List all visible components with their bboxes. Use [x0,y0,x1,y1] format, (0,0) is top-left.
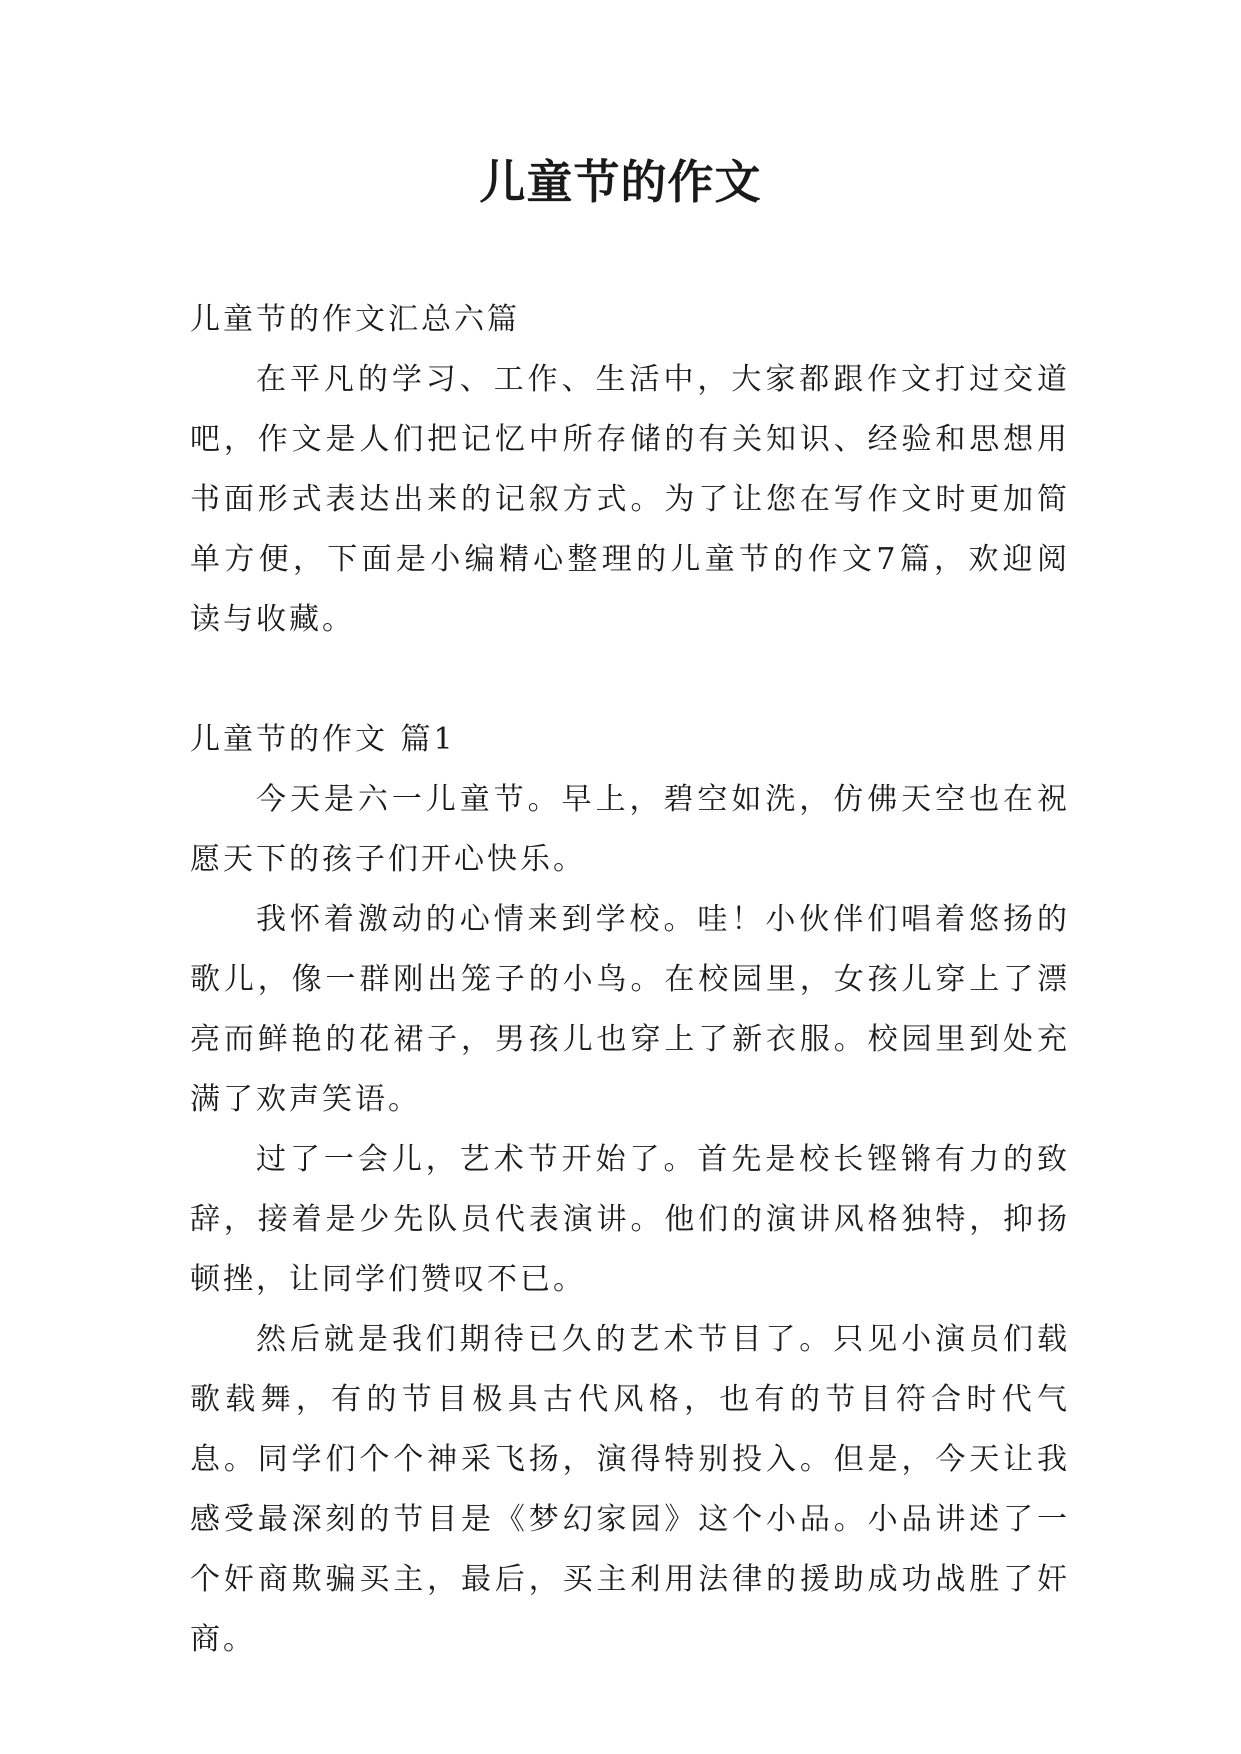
section-heading: 儿童节的作文 篇1 [190,722,456,757]
section-paragraph: 我怀着激动的心情来到学校。哇！小伙伴们唱着悠扬的歌儿，像一群刚出笼子的小鸟。在校园里，女孩儿穿上了漂亮而鲜艳的花裙子，男孩儿也穿上了新衣服。校园里到处充满了欢声笑语。 [190,902,1070,1117]
section-paragraph: 今天是六一儿童节。早上，碧空如洗，仿佛天空也在祝愿天下的孩子们开心快乐。 [190,782,1070,877]
document-title: 儿童节的作文 [479,155,762,209]
section-paragraph: 然后就是我们期待已久的艺术节目了。只见小演员们载歌载舞，有的节目极具古代风格，也有的节目符合时代气息。同学们个个神采飞扬，演得特别投入。但是，今天让我感受最深刻的节目是《梦幻家园》这个小品。小品讲述了一个奸商欺骗买主，最后，买主利用法律的援助成功战胜了奸商。 [190,1322,1070,1657]
document-subtitle: 儿童节的作文汇总六篇 [190,302,520,337]
document-body [190,290,1070,1670]
intro-paragraph: 在平凡的学习、工作、生活中，大家都跟作文打过交道吧，作文是人们把记忆中所存储的有关知识、经验和思想用书面形式表达出来的记叙方式。为了让您在写作文时更加简单方便，下面是小编精心整理的儿童节的作文7篇，欢迎阅读与收藏。 [190,362,1070,637]
section-paragraph: 过了一会儿，艺术节开始了。首先是校长铿锵有力的致辞，接着是少先队员代表演讲。他们的演讲风格独特，抑扬顿挫，让同学们赞叹不已。 [190,1142,1070,1297]
